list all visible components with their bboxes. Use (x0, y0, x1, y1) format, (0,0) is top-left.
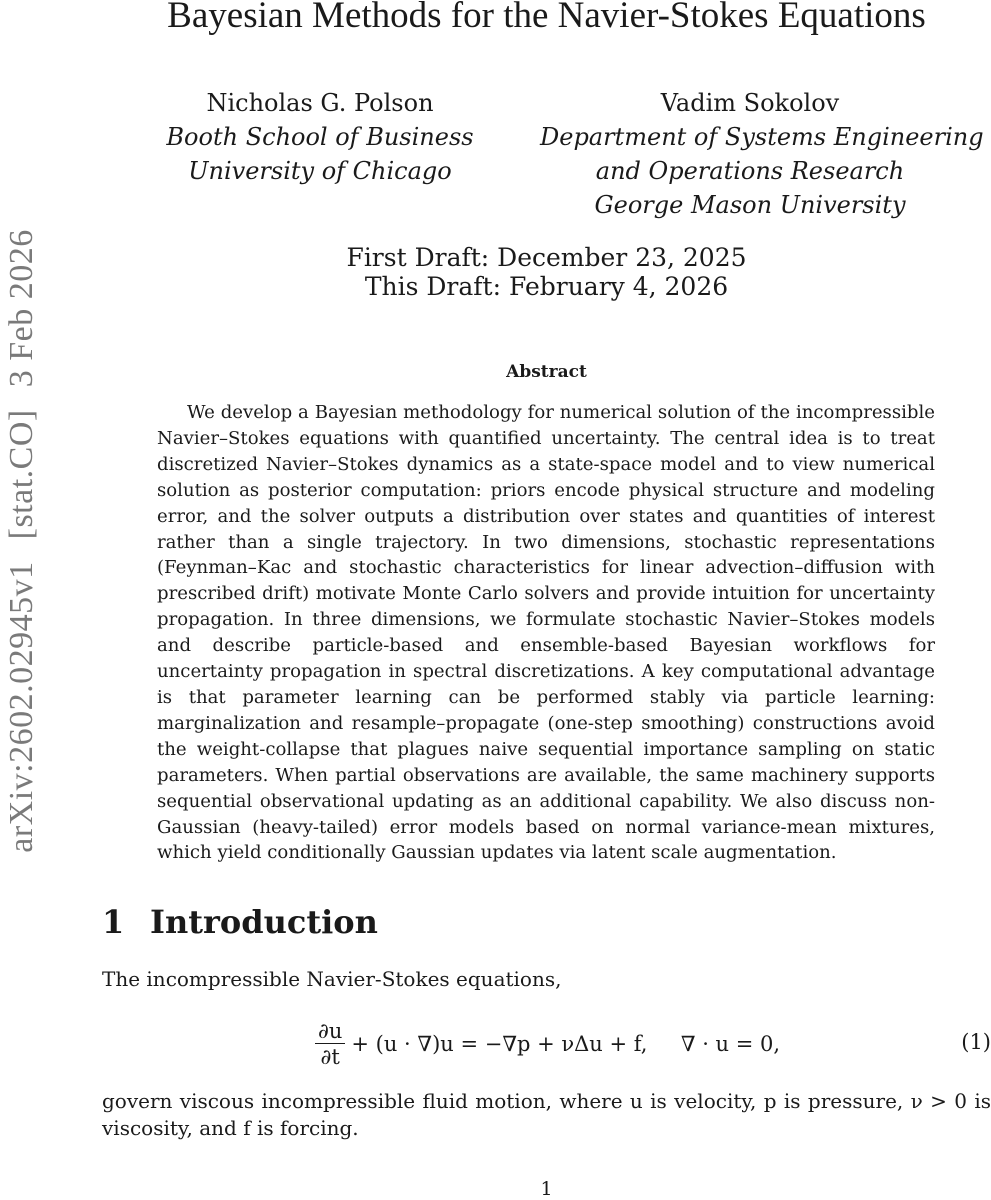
partial-derivative-fraction (315, 1019, 345, 1070)
this-draft-date: This Draft: February 4, 2026 (364, 272, 729, 301)
author-affiliation-line: and Operations Research (595, 157, 905, 185)
author-block-2 (540, 86, 984, 222)
intro-lead-paragraph: The incompressible Navier-Stokes equations, (102, 967, 562, 991)
section-heading (102, 903, 378, 941)
author-affiliation-line: University of Chicago (188, 157, 452, 185)
author-affiliation-line: George Mason University (594, 191, 906, 219)
arxiv-category: [stat.CO] (3, 409, 40, 540)
abstract-text: We develop a Bayesian methodology for numerical solution of the incompressible Navier–Stokes equations with quantified uncertainty. The central idea is to treat discretized Navier–Stokes dynamics as a state-space model and to view numerical solution as posterior computation: priors encode physical structure and modeling error, and the solver outputs a distribution over states and quantities of interest rather than a single trajectory. In two dimensions, stochastic representations (Feynman–Kac and stochastic characteristics for linear advection–diffusion with prescribed drift) motivate Monte Carlo solvers and provide intuition for uncertainty propagation. In three dimensions, we formulate stochastic Navier–Stokes models and describe particle-based and ensemble-based Bayesian workflows for uncertainty propagation in spectral discretizations. A key computational advantage is that parameter learning can be performed stably via particle learning: marginalization and resample–propagate (one-step smoothing) constructions avoid the weight-collapse that plagues naive sequential importance sampling on static parameters. When partial observations are available, the same machinery supports sequential observational updating as an additional capability. We also discuss non-Gaussian (heavy-tailed) error models based on normal variance-mean mixtures, which yield conditionally Gaussian updates via latent scale augmentation. (157, 402, 935, 864)
page-number: 1 (540, 1178, 553, 1200)
equation-number: (1) (961, 1030, 991, 1054)
arxiv-date: 3 Feb 2026 (3, 229, 40, 388)
equation-rhs: + (u · ∇)u = −∇p + νΔu + f, ∇ · u = 0, (351, 1032, 781, 1056)
author-affiliation-line: Booth School of Business (166, 123, 474, 151)
author-name: Vadim Sokolov (660, 89, 840, 117)
intro-follow-paragraph: govern viscous incompressible fluid motion, where u is velocity, p is pressure, ν > 0 is viscosity, and f is forcing. (102, 1089, 991, 1140)
author-name: Nicholas G. Polson (206, 89, 434, 117)
section-title: Introduction (150, 903, 378, 941)
equation-block (102, 1016, 991, 1072)
section-number: 1 (102, 903, 125, 941)
arxiv-identifier: arXiv:2602.02945v1 (3, 561, 40, 853)
paper-title: Bayesian Methods for the Navier-Stokes Equations (167, 0, 926, 36)
equation-body (315, 1016, 780, 1072)
draft-dates (102, 243, 991, 301)
author-block-1 (160, 86, 480, 188)
author-affiliation-line: Department of Systems Engineering (540, 123, 984, 151)
arxiv-stamp (3, 207, 41, 852)
fraction-denominator: ∂t (320, 1044, 340, 1069)
abstract-heading: Abstract (506, 362, 587, 382)
first-draft-date: First Draft: December 23, 2025 (346, 243, 747, 272)
fraction-numerator: ∂u (315, 1019, 345, 1044)
